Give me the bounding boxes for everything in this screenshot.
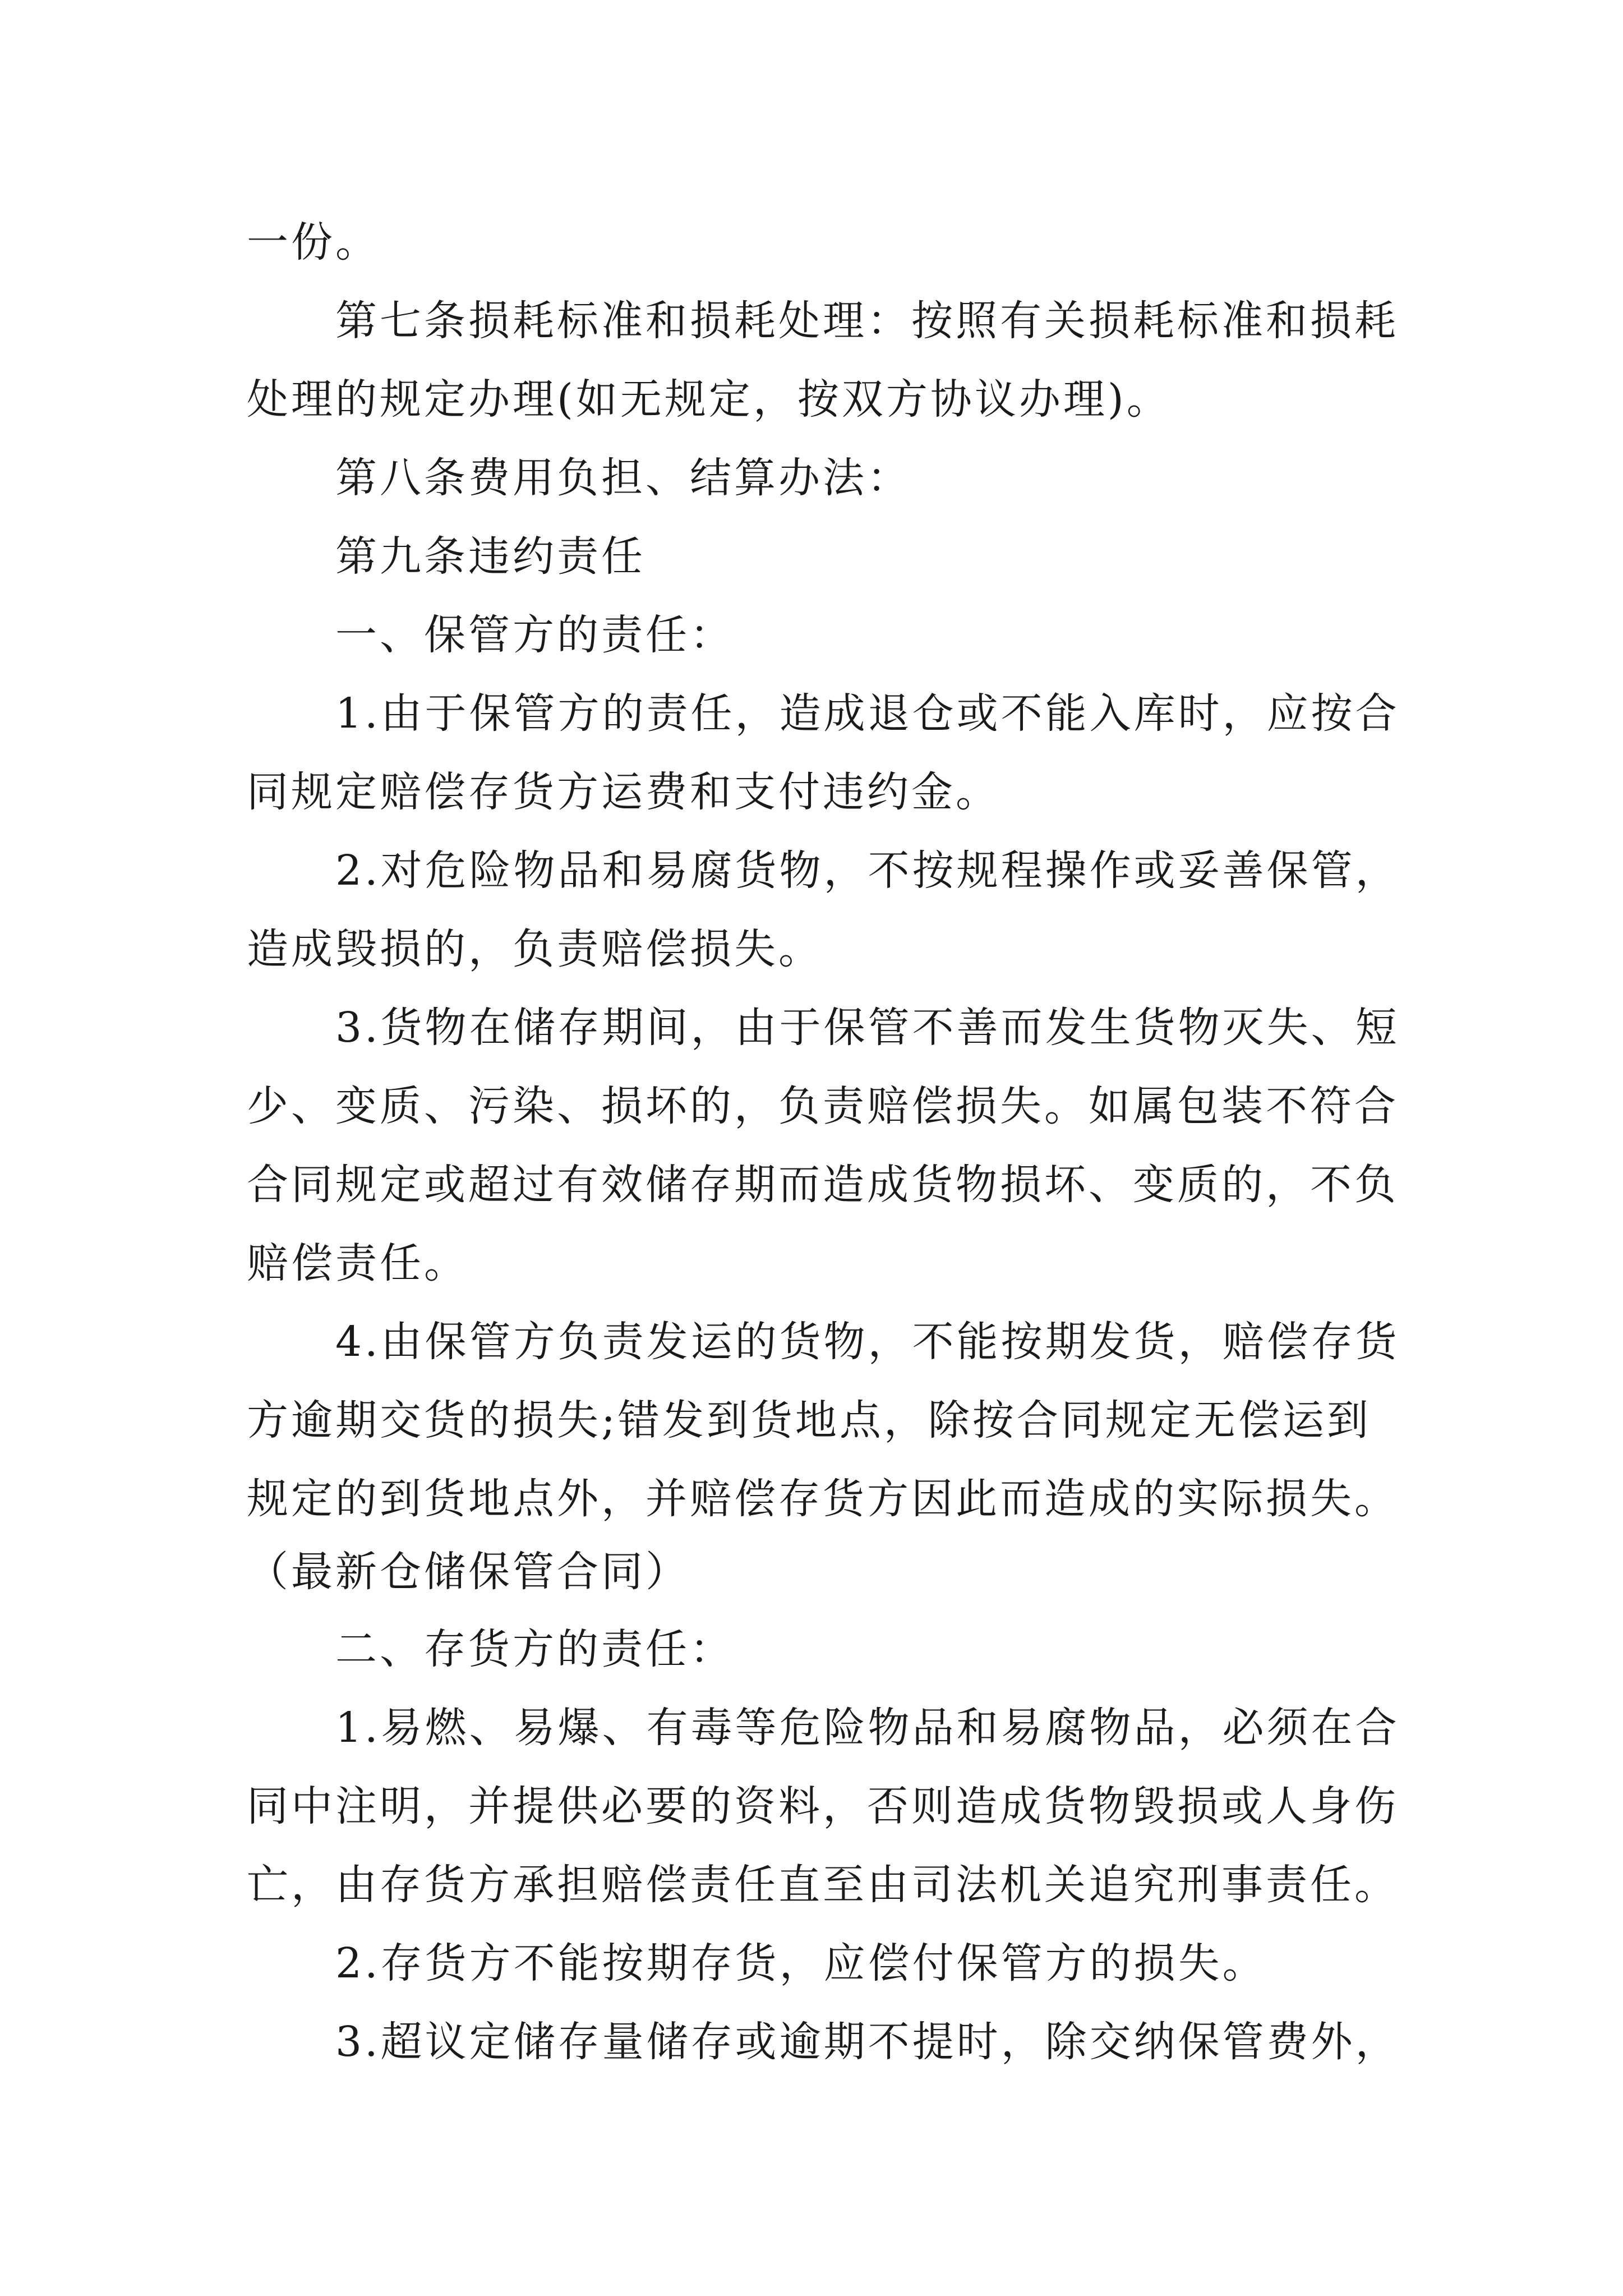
text-line: 二、存货方的责任： <box>335 1625 734 1673</box>
text-line: 第七条损耗标准和损耗处理：按照有关损耗标准和损耗 <box>335 297 1399 345</box>
text-line: 2.存货方不能按期存货，应偿付保管方的损失。 <box>335 1939 1267 1987</box>
text-line: 造成毁损的，负责赔偿损失。 <box>247 925 823 973</box>
text-line: 处理的规定办理(如无规定，按双方协议办理)。 <box>247 375 1171 424</box>
text-line: 一、保管方的责任： <box>335 611 734 659</box>
text-line: 同中注明，并提供必要的资料，否则造成货物毁损或人身伤 <box>247 1782 1399 1830</box>
text-line: 合同规定或超过有效储存期而造成货物损坏、变质的，不负 <box>247 1161 1399 1209</box>
text-line: 亡，由存货方承担赔偿责任直至由司法机关追究刑事责任。 <box>247 1861 1399 1909</box>
text-line: 第八条费用负担、结算办法： <box>335 454 911 502</box>
text-line: 3.超议定储存量储存或逾期不提时，除交纳保管费外， <box>335 2018 1400 2066</box>
text-line: （最新仓储保管合同） <box>247 1548 690 1596</box>
text-line: 方逾期交货的损失;错发到货地点，除按合同规定无偿运到 <box>247 1396 1371 1444</box>
text-line: 4.由保管方负责发运的货物，不能按期发货，赔偿存货 <box>335 1318 1400 1366</box>
text-line: 1.由于保管方的责任，造成退仓或不能入库时，应按合 <box>335 689 1400 738</box>
text-line: 3.货物在储存期间，由于保管不善而发生货物灭失、短 <box>335 1004 1400 1052</box>
text-line: 一份。 <box>247 218 380 266</box>
text-line: 第九条违约责任 <box>335 532 645 581</box>
text-line: 同规定赔偿存货方运费和支付违约金。 <box>247 768 1000 816</box>
text-line: 2.对危险物品和易腐货物，不按规程操作或妥善保管， <box>335 846 1400 895</box>
text-line: 1.易燃、易爆、有毒等危险物品和易腐物品，必须在合 <box>335 1704 1400 1752</box>
text-line: 规定的到货地点外，并赔偿存货方因此而造成的实际损失。 <box>247 1475 1399 1523</box>
text-line: 少、变质、污染、损坏的，负责赔偿损失。如属包装不符合 <box>247 1082 1399 1130</box>
text-line: 赔偿责任。 <box>247 1239 468 1287</box>
